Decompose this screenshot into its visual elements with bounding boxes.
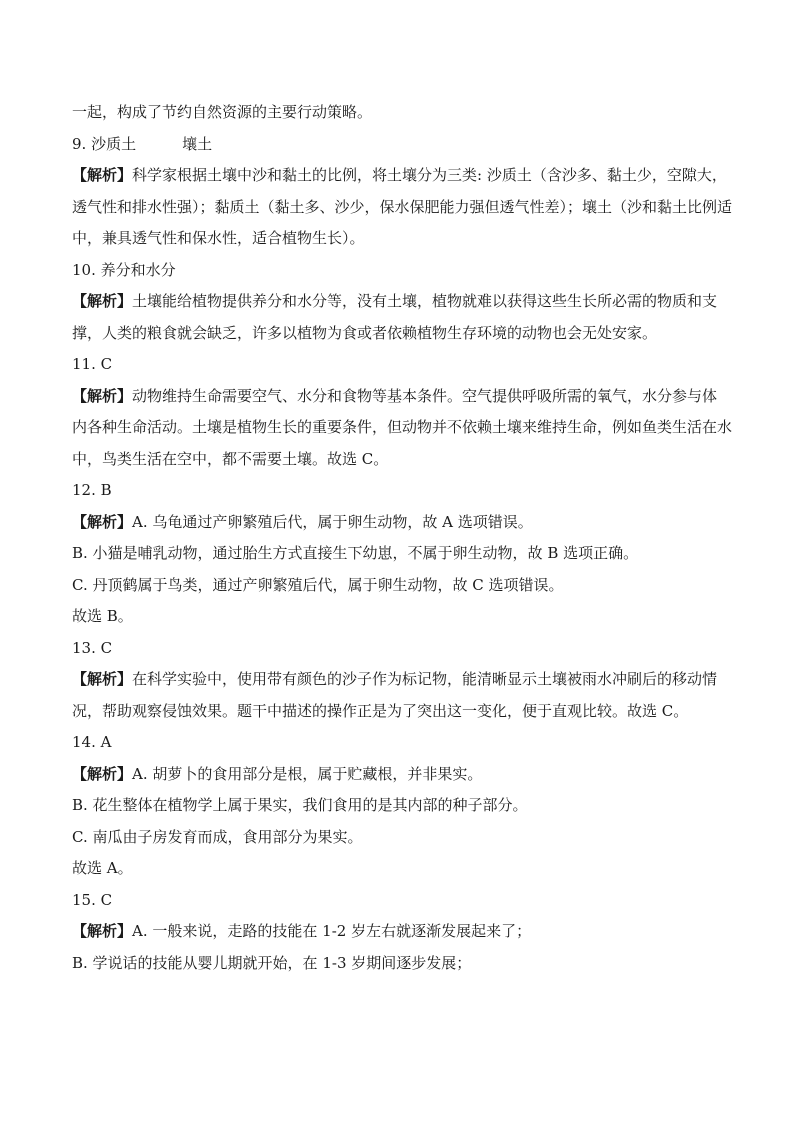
answer-9 bbox=[72, 129, 732, 161]
answer-15: 15. C bbox=[72, 890, 113, 909]
answer-text: 9. 沙质土 bbox=[72, 134, 137, 153]
explanation-tag: 【解析】 bbox=[72, 512, 133, 531]
answer-explanations bbox=[72, 97, 732, 979]
text-line: 一起，构成了节约自然资源的主要行动策略。 bbox=[72, 103, 373, 121]
explanation-text: 土壤能给植物提供养分和水分等，没有土壤，植物就难以获得这些生长所必需的物质和支撑，人类的粮食就会缺乏，许多以植物为食或者依赖植物生存环境的动物也会无处安家。 bbox=[72, 292, 718, 342]
answer-11: 11. C bbox=[72, 355, 113, 373]
explanation-12 bbox=[72, 507, 732, 539]
explanation-tag: 【解析】 bbox=[72, 922, 133, 940]
explanation-tag: 【解析】 bbox=[72, 386, 133, 405]
text-line: C. 南瓜由子房发育而成，食用部分为果实。 bbox=[72, 827, 363, 846]
explanation-text: A. 胡萝卜的食用部分是根，属于贮藏根，并非果实。 bbox=[132, 764, 483, 783]
explanation-text: A. 一般来说，走路的技能在 1-2 岁左右就逐渐发展起来了； bbox=[132, 922, 532, 940]
explanation-tag: 【解析】 bbox=[72, 764, 133, 783]
text-line: C. 丹顶鹤属于鸟类，通过产卵繁殖后代，属于卵生动物，故 C 选项错误。 bbox=[72, 575, 564, 594]
explanation-11 bbox=[72, 381, 732, 476]
answer-text: 壤土 bbox=[182, 134, 213, 153]
explanation-text: 动物维持生命需要空气、水分和食物等基本条件。空气提供呼吸所需的氧气，水分参与体内各种生命活动。土壤是植物生长的重要条件，但动物并不依赖土壤来维持生命，例如鱼类生活在水中，鸟类生活在空中，都不需要土壤。故选 C。 bbox=[72, 386, 733, 468]
explanation-tag: 【解析】 bbox=[72, 292, 133, 310]
explanation-9 bbox=[72, 160, 732, 255]
explanation-15 bbox=[72, 916, 732, 948]
answer-13: 13. C bbox=[72, 638, 113, 657]
text-line: 故选 A。 bbox=[72, 859, 133, 877]
text-line: B. 学说话的技能从婴儿期就开始，在 1-3 岁期间逐步发展； bbox=[72, 953, 472, 972]
text-line: B. 花生整体在植物学上属于果实，我们食用的是其内部的种子部分。 bbox=[72, 796, 528, 814]
explanation-13 bbox=[72, 664, 732, 727]
explanation-tag: 【解析】 bbox=[72, 670, 133, 688]
explanation-14 bbox=[72, 759, 732, 791]
answer-14: 14. A bbox=[72, 733, 112, 751]
explanation-text: 在科学实验中，使用带有颜色的沙子作为标记物，能清晰显示土壤被雨水冲刷后的移动情况，帮助观察侵蚀效果。题干中描述的操作正是为了突出这一变化，便于直观比较。故选 C。 bbox=[72, 670, 718, 720]
text-line: B. 小猫是哺乳动物，通过胎生方式直接生下幼崽，不属于卵生动物，故 B 选项正确。 bbox=[72, 544, 639, 562]
answer-10: 10. 养分和水分 bbox=[72, 260, 176, 279]
text-line: 故选 B。 bbox=[72, 607, 133, 625]
explanation-text: 科学家根据土壤中沙和黏土的比例，将土壤分为三类: 沙质土（含沙多、黏土少，空隙大，透气性和排水性强）；黏质土（黏土多、沙少，保水保肥能力强但透气性差）；壤土（沙和黏土比例适中，兼具透气性和保水性，适合植物生长）。 bbox=[72, 166, 733, 247]
explanation-tag: 【解析】 bbox=[72, 166, 133, 184]
explanation-10 bbox=[72, 286, 732, 349]
explanation-text: A. 乌龟通过产卵繁殖后代，属于卵生动物，故 A 选项错误。 bbox=[132, 512, 533, 531]
answer-12: 12. B bbox=[72, 481, 112, 499]
